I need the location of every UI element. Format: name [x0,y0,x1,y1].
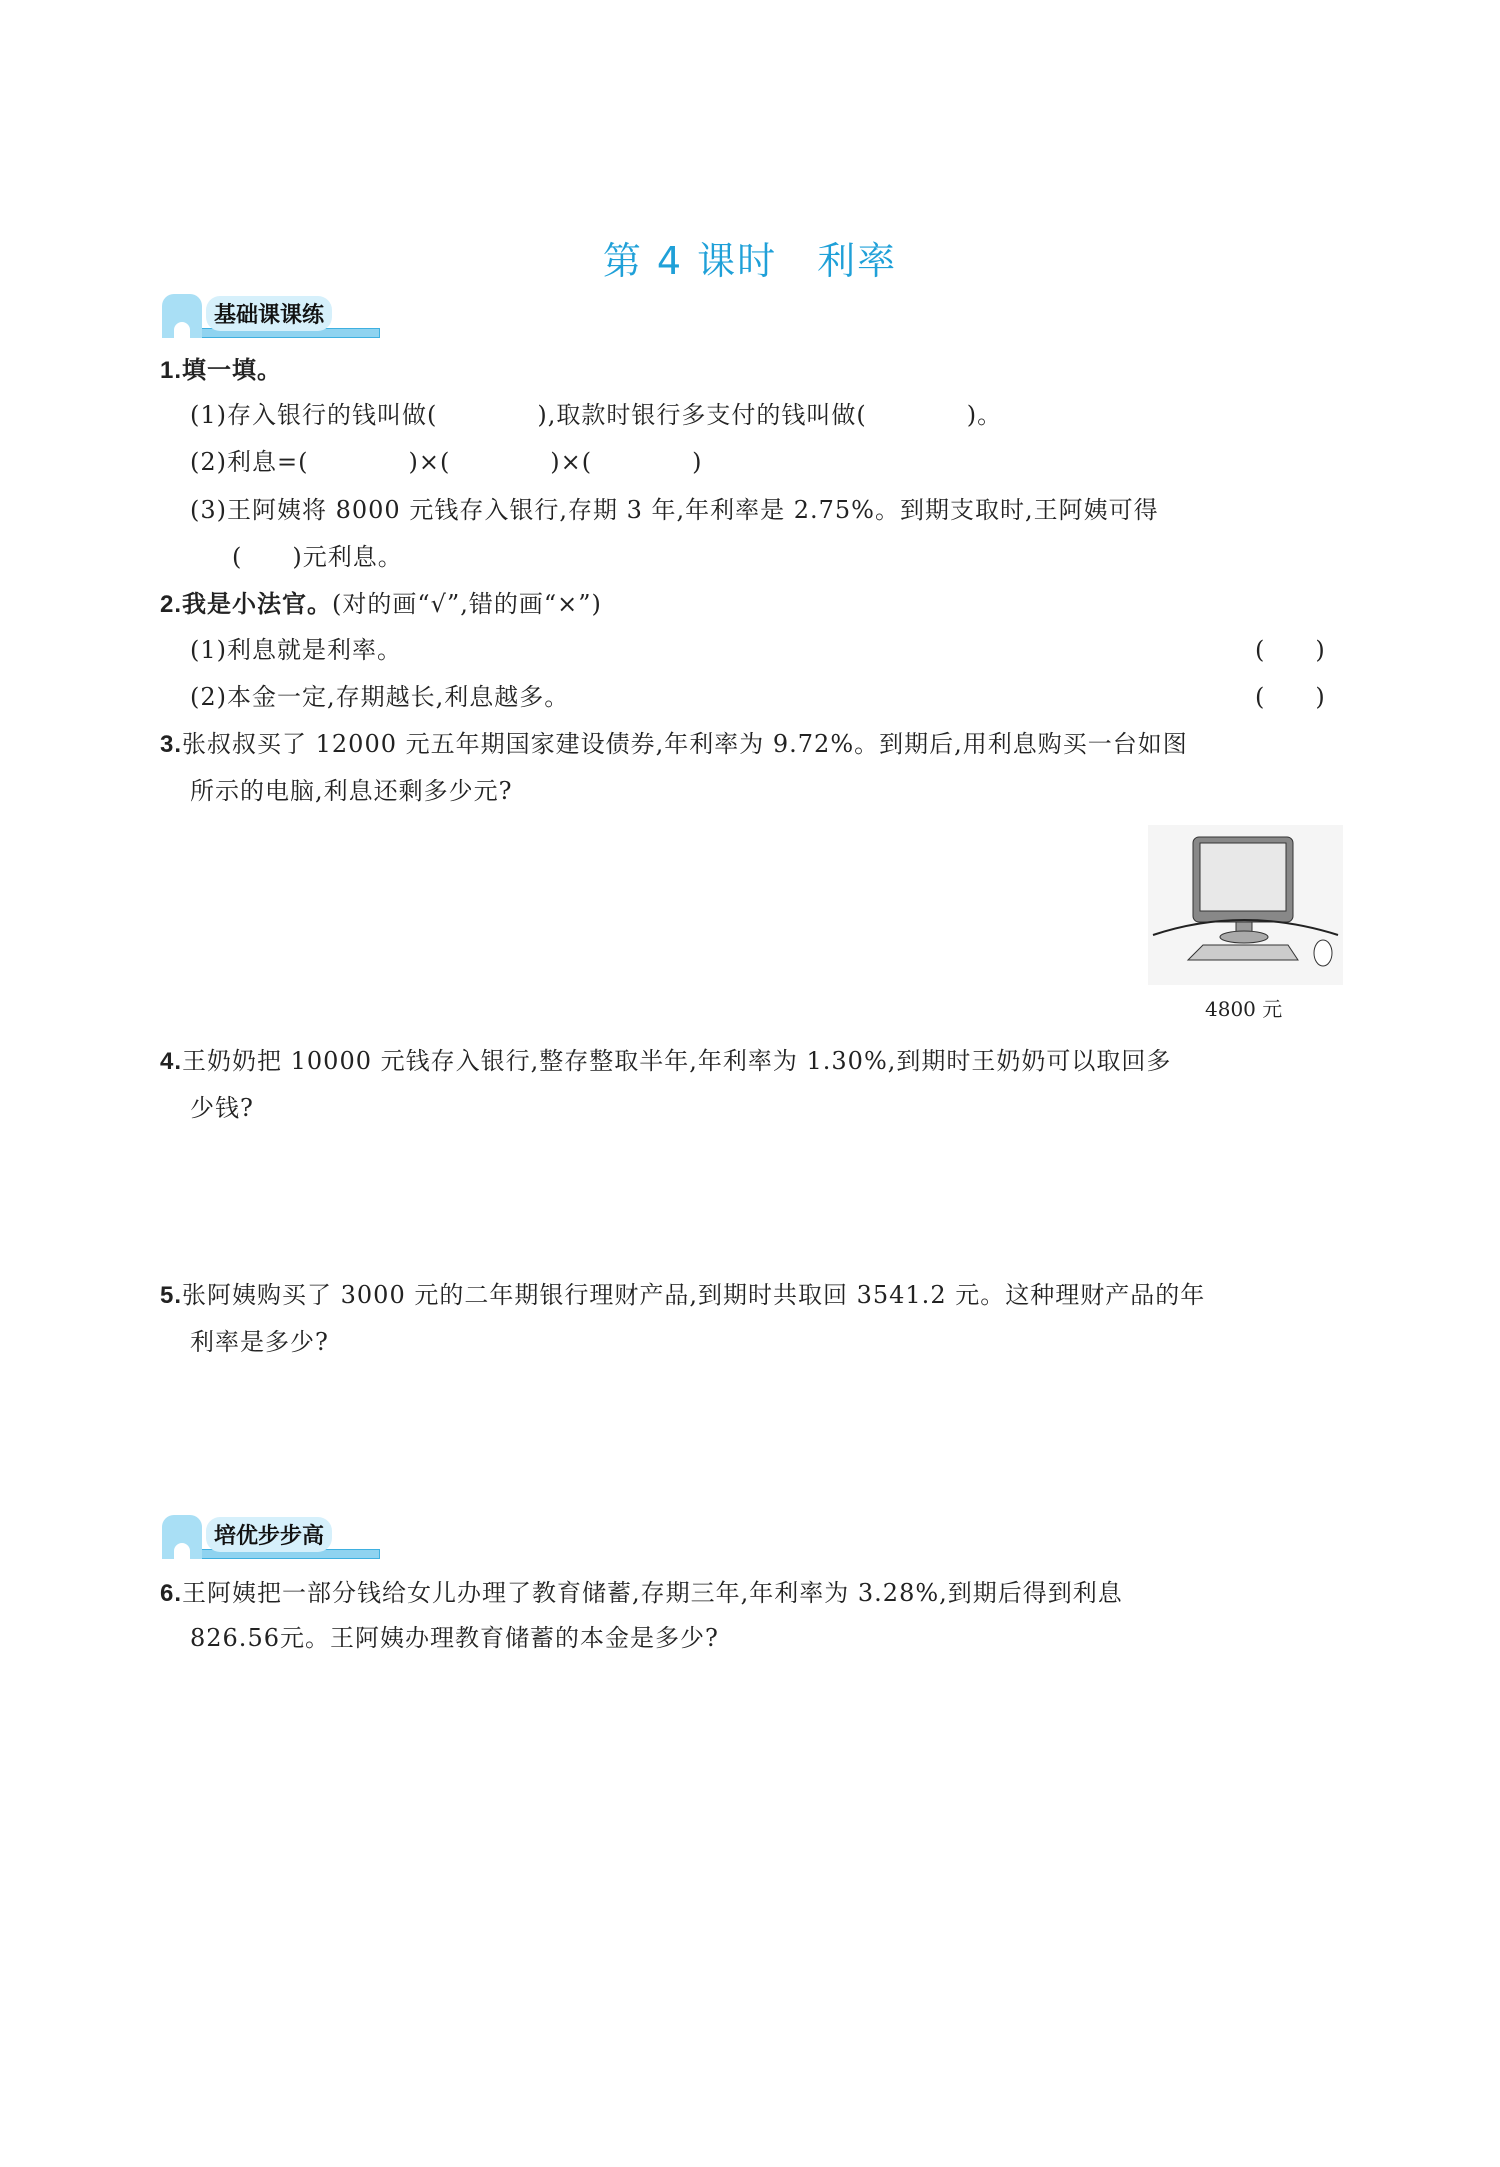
q-text: 王阿姨把一部分钱给女儿办理了教育储蓄,存期三年,年利率为 3.28%,到期后得到利息 [182,1579,1123,1607]
q-head: 我是小法官。 [182,590,333,618]
question-3 [160,729,1188,760]
q6-cont: 826.56元。王阿姨办理教育储蓄的本金是多少? [190,1624,719,1652]
question-5 [160,1280,1205,1311]
q-num: 4. [160,1048,183,1075]
q-num: 2. [160,591,183,618]
q5-cont: 利率是多少? [190,1328,329,1356]
section-label: 基础课课练 [206,296,332,331]
question-1 [160,355,282,386]
computer-price: 4800 元 [1205,997,1283,1021]
q-text: 张叔叔买了 12000 元五年期国家建设债券,年利率为 9.72%。到期后,用利息购买一台如图 [182,730,1188,758]
bear-icon [162,1515,202,1559]
q-num: 3. [160,731,183,758]
q-text: 王奶奶把 10000 元钱存入银行,整存整取半年,年利率为 1.30%,到期时王奶奶可以取回多 [182,1047,1172,1075]
q3-cont: 所示的电脑,利息还剩多少元? [190,777,513,805]
section-header-basic [160,294,380,340]
bear-icon [162,294,202,338]
question-6 [160,1578,1123,1609]
question-4 [160,1046,1171,1077]
q-num: 5. [160,1282,183,1309]
q1-item3-cont: ( )元利息。 [232,543,403,571]
computer-image [1148,825,1343,985]
q-num: 1. [160,357,183,384]
q4-cont: 少钱? [190,1094,254,1122]
answer-paren: ( ) [1255,636,1326,664]
q1-item3: (3)王阿姨将 8000 元钱存入银行,存期 3 年,年利率是 2.75%。到期支取时,王阿姨可得 [190,496,1159,524]
q2-item2: (2)本金一定,存期越长,利息越多。 [190,683,570,711]
section-header-advanced [160,1515,380,1561]
question-2 [160,589,602,620]
q-text: 张阿姨购买了 3000 元的二年期银行理财产品,到期时共取回 3541.2 元。这种理财产品的年 [182,1281,1206,1309]
q-note: (对的画“√”,错的画“×”) [332,590,602,618]
q-head: 填一填。 [182,356,283,384]
answer-paren: ( ) [1255,683,1326,711]
page-title: 第 4 课时 利率 [602,239,898,283]
q2-item1: (1)利息就是利率。 [190,636,402,664]
q1-item1: (1)存入银行的钱叫做( ),取款时银行多支付的钱叫做( )。 [190,401,1003,429]
section-label: 培优步步高 [206,1517,332,1552]
q1-item2: (2)利息=( )×( )×( ) [190,448,703,476]
q-num: 6. [160,1580,183,1607]
